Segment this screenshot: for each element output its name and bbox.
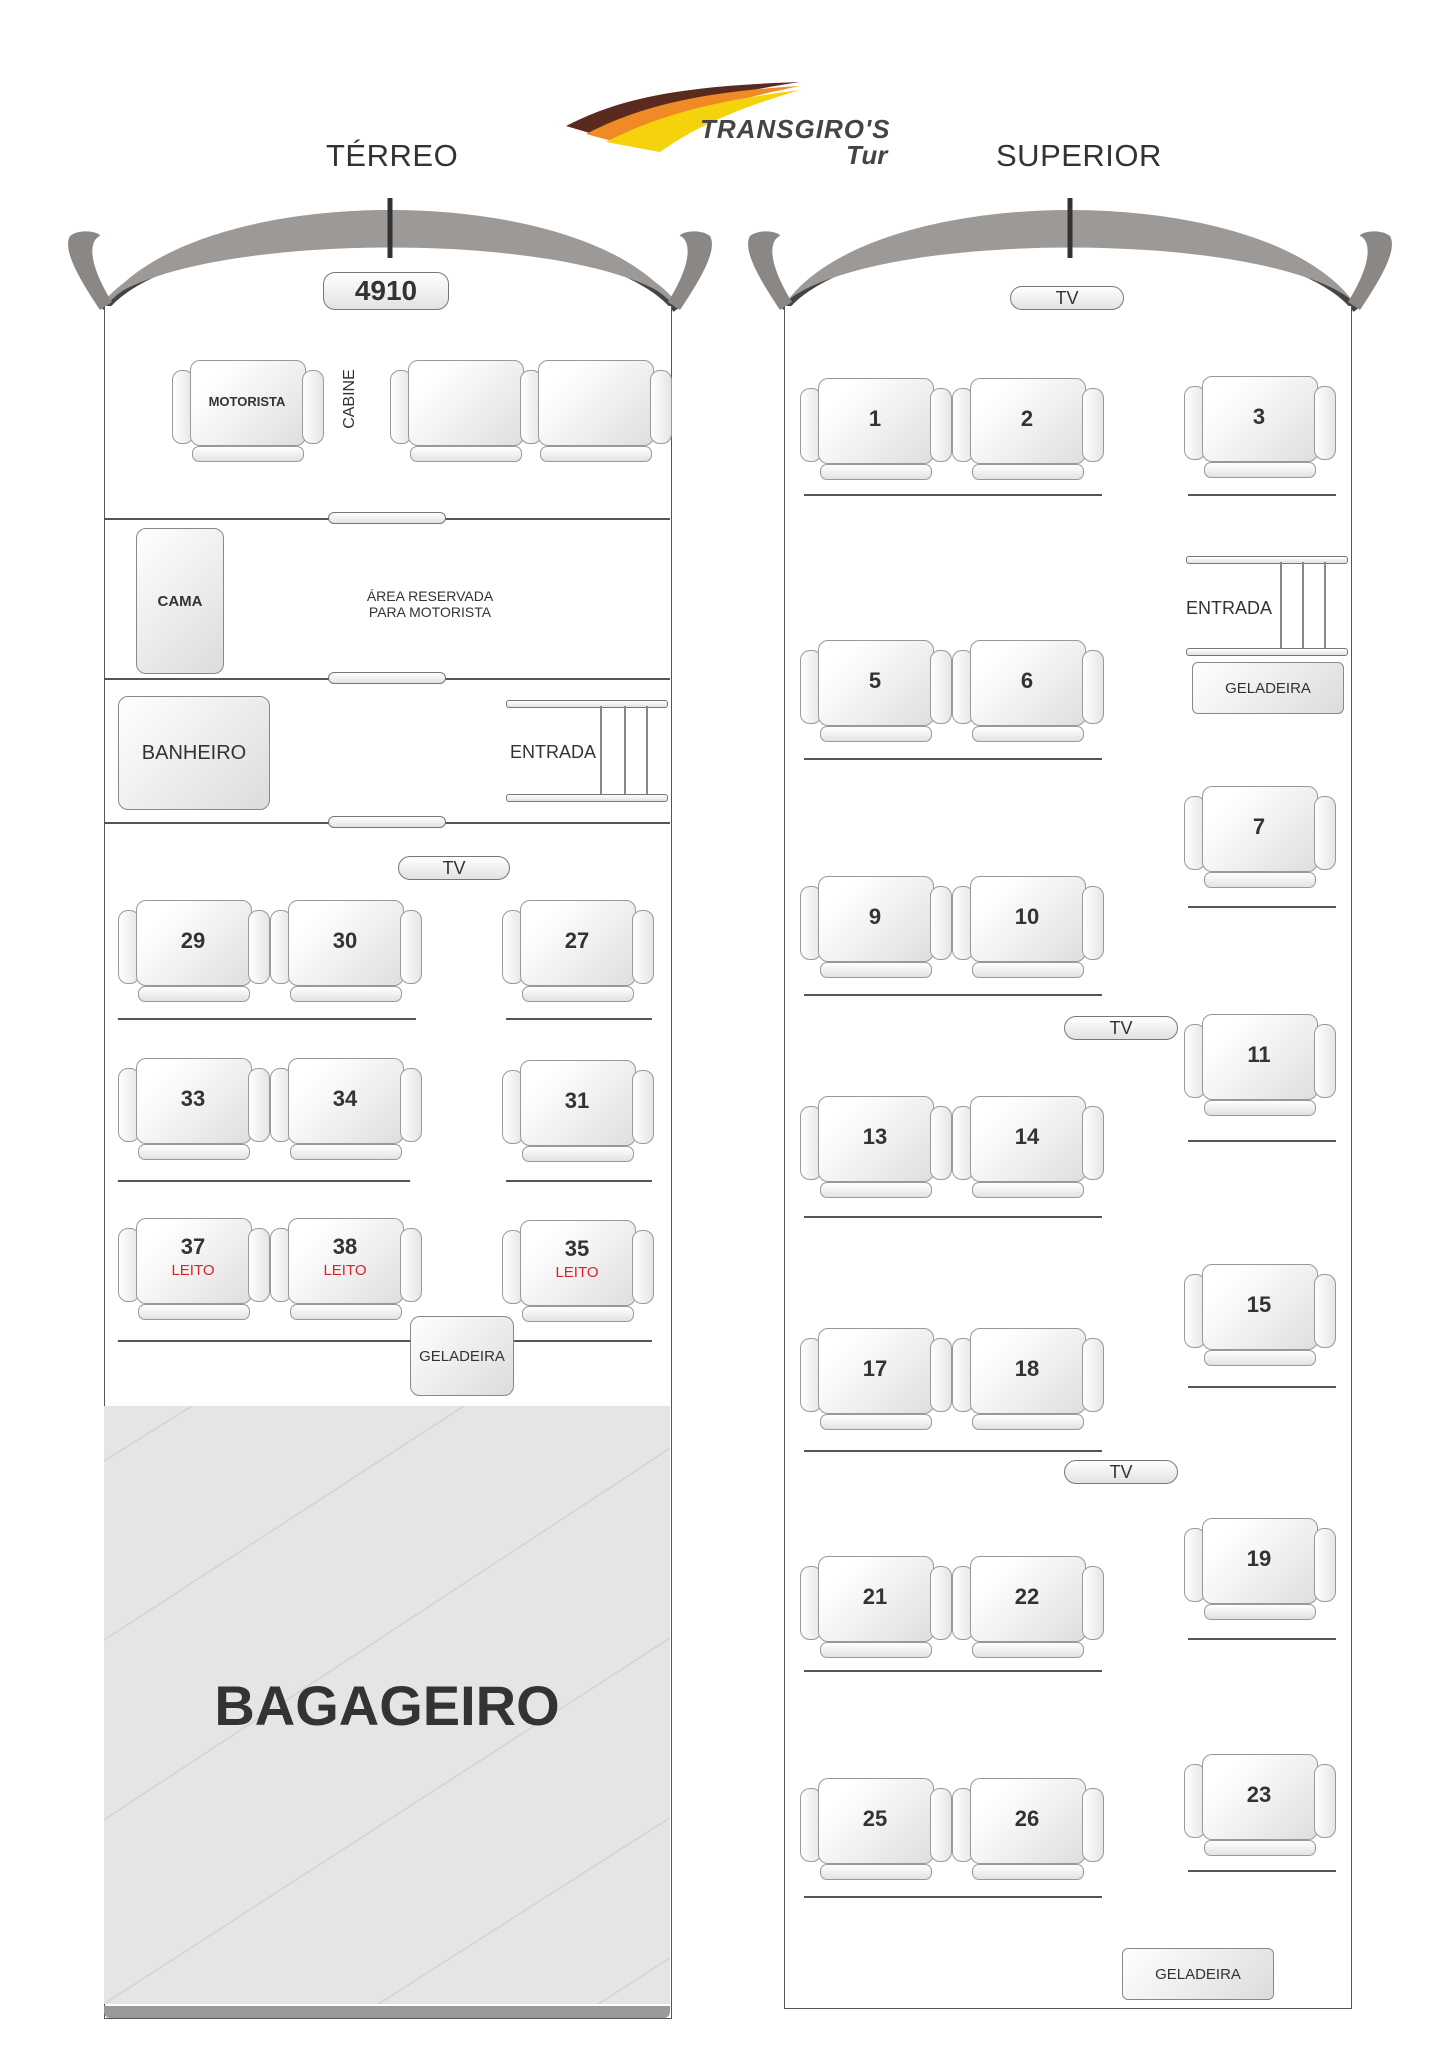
entrada-step-2 xyxy=(624,706,626,794)
seat-11[interactable]: 11 xyxy=(1184,1014,1336,1116)
door-marker-3 xyxy=(328,816,446,828)
superior-tv-1: TV xyxy=(1010,286,1124,310)
area-reservada-line2: PARA MOTORISTA xyxy=(368,604,492,620)
terreo-row1-line-left xyxy=(118,1018,416,1020)
superior-row1-line-left xyxy=(804,494,1102,496)
seat-25[interactable]: 25 xyxy=(800,1778,952,1880)
seat-23[interactable]: 23 xyxy=(1184,1754,1336,1856)
door-marker-1 xyxy=(328,512,446,524)
entrada-rail-bottom xyxy=(506,794,668,802)
superior-row6-line-right xyxy=(1188,1638,1336,1640)
superior-tv-3: TV xyxy=(1064,1460,1178,1484)
seat-33[interactable]: 33 xyxy=(118,1058,270,1160)
seat-5[interactable]: 5 xyxy=(800,640,952,742)
seat-13[interactable]: 13 xyxy=(800,1096,952,1198)
seat-30[interactable]: 30 xyxy=(270,900,422,1002)
seat-26[interactable]: 26 xyxy=(952,1778,1104,1880)
superior-row6-line-left xyxy=(804,1670,1102,1672)
seat-2[interactable]: 2 xyxy=(952,378,1104,480)
seat-19[interactable]: 19 xyxy=(1184,1518,1336,1620)
superior-row2-line xyxy=(804,758,1102,760)
bus-number: 4910 xyxy=(323,272,449,310)
entrada-step-3 xyxy=(646,706,648,794)
superior-row4-line-left xyxy=(804,1216,1102,1218)
seat-3[interactable]: 3 xyxy=(1184,376,1336,478)
brand-sub: Tur xyxy=(846,140,888,170)
driver-seat xyxy=(172,360,324,462)
bagageiro-label: BAGAGEIRO xyxy=(214,1673,560,1737)
banheiro: BANHEIRO xyxy=(118,696,270,810)
terreo-geladeira: GELADEIRA xyxy=(410,1316,514,1396)
superior-entrada-label: ENTRADA xyxy=(1186,598,1273,618)
superior-row4-line-right xyxy=(1188,1140,1336,1142)
seat-37[interactable]: 37 LEITO xyxy=(118,1218,270,1320)
superior-geladeira-2: GELADEIRA xyxy=(1122,1948,1274,2000)
superior-entrada-step-3 xyxy=(1324,562,1326,648)
superior-tv-2: TV xyxy=(1064,1016,1178,1040)
superior-entrada-rail-bottom xyxy=(1186,648,1348,656)
terreo-row2-line-right xyxy=(506,1180,652,1182)
terreo-title: TÉRREO xyxy=(326,138,459,173)
superior-title: SUPERIOR xyxy=(996,138,1162,173)
superior-row7-line-left xyxy=(804,1896,1102,1898)
superior-geladeira-1: GELADEIRA xyxy=(1192,662,1344,714)
seat-7[interactable]: 7 xyxy=(1184,786,1336,888)
seat-9[interactable]: 9 xyxy=(800,876,952,978)
seat-31[interactable]: 31 xyxy=(502,1060,654,1162)
seat-6[interactable]: 6 xyxy=(952,640,1104,742)
leito-label: LEITO xyxy=(323,1262,367,1279)
seat-14[interactable]: 14 xyxy=(952,1096,1104,1198)
cabine-label: CABINE xyxy=(341,369,358,429)
seat-27[interactable]: 27 xyxy=(502,900,654,1002)
superior-entrada-step-1 xyxy=(1280,562,1282,648)
area-reservada-line1: ÁREA RESERVADA xyxy=(366,588,494,604)
superior-row7-line-right xyxy=(1188,1870,1336,1872)
superior-row5-line-left xyxy=(804,1450,1102,1452)
leito-label: LEITO xyxy=(555,1264,599,1281)
leito-label: LEITO xyxy=(171,1262,215,1279)
terreo-row3-line xyxy=(118,1340,652,1342)
superior-row5-line-right xyxy=(1188,1386,1336,1388)
brand-name: TRANSGIRO'S xyxy=(700,114,891,144)
cabin-seat-2 xyxy=(520,360,672,462)
superior-row3-line-left xyxy=(804,994,1102,996)
seat-1[interactable]: 1 xyxy=(800,378,952,480)
terreo-bottom-bar xyxy=(104,2006,670,2018)
terreo-row2-line-left xyxy=(118,1180,410,1182)
seat-29[interactable]: 29 xyxy=(118,900,270,1002)
cama: CAMA xyxy=(136,528,224,674)
superior-entrada-step-2 xyxy=(1302,562,1304,648)
seat-38[interactable]: 38 LEITO xyxy=(270,1218,422,1320)
seat-17[interactable]: 17 xyxy=(800,1328,952,1430)
entrada-rail-top xyxy=(506,700,668,708)
seat-10[interactable]: 10 xyxy=(952,876,1104,978)
terreo-tv: TV xyxy=(398,856,510,880)
terreo-row1-line-right xyxy=(506,1018,652,1020)
seat-35[interactable]: 35 LEITO xyxy=(502,1220,654,1322)
seat-18[interactable]: 18 xyxy=(952,1328,1104,1430)
superior-row1-line-right xyxy=(1188,494,1336,496)
seat-15[interactable]: 15 xyxy=(1184,1264,1336,1366)
entrada-step-1 xyxy=(600,706,602,794)
door-marker-2 xyxy=(328,672,446,684)
superior-row3-line-right xyxy=(1188,906,1336,908)
seat-34[interactable]: 34 xyxy=(270,1058,422,1160)
seat-21[interactable]: 21 xyxy=(800,1556,952,1658)
seat-22[interactable]: 22 xyxy=(952,1556,1104,1658)
driver-label: MOTORISTA xyxy=(208,394,286,409)
entrada-label: ENTRADA xyxy=(510,742,597,762)
